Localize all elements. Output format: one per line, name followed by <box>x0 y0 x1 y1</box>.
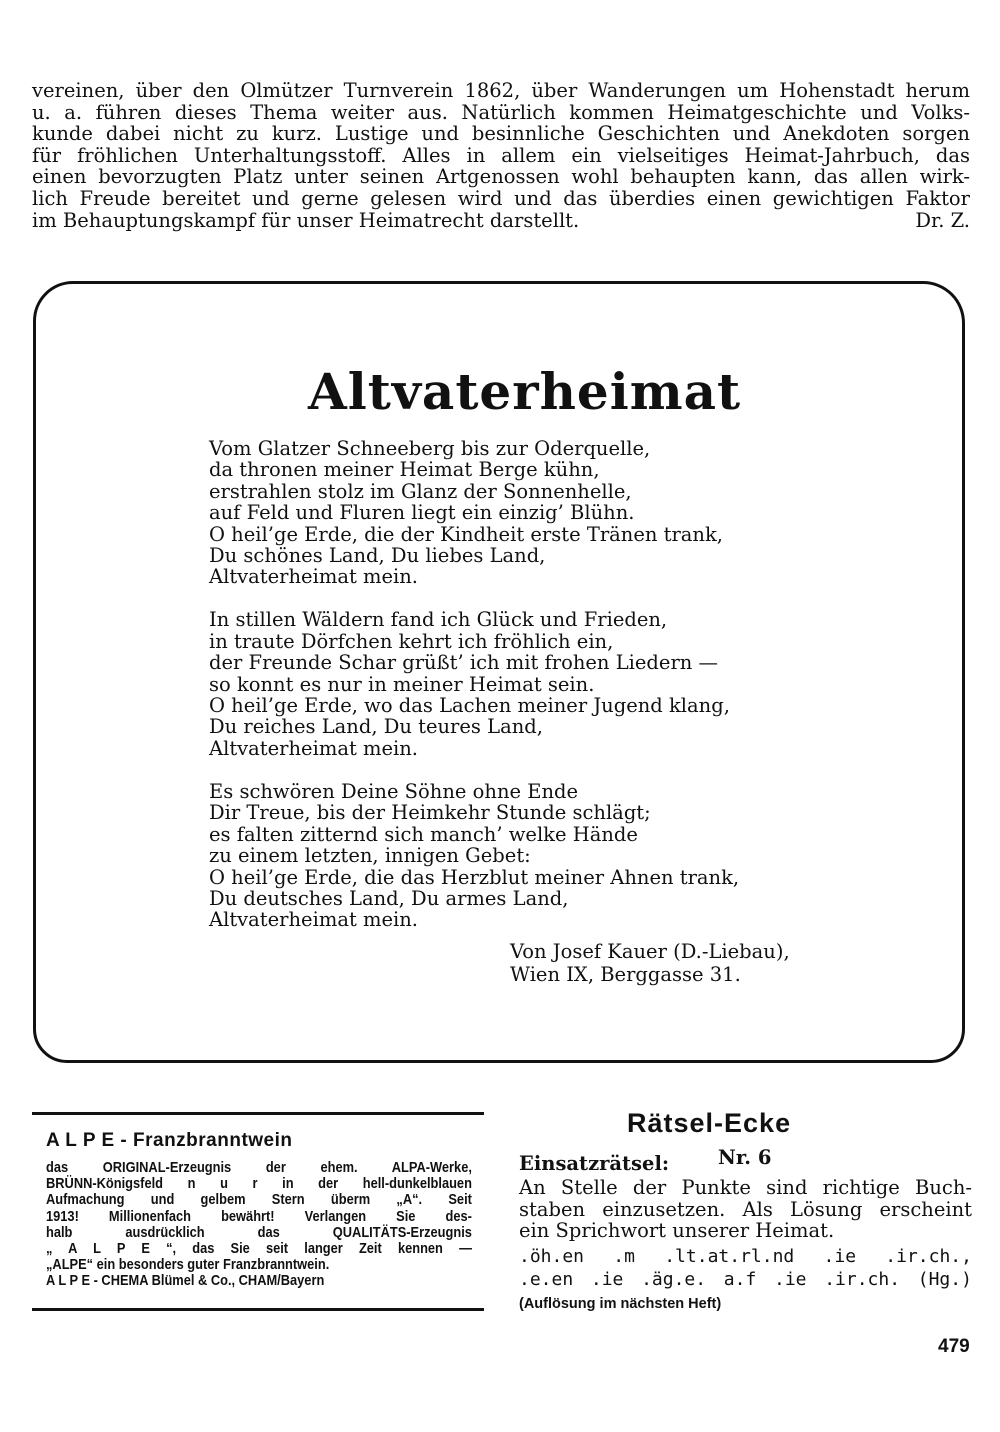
poem-verse: Altvaterheimat mein. <box>209 736 419 760</box>
puzzle-word: a.f <box>723 1269 757 1290</box>
poem-stanza <box>209 609 739 759</box>
puzzle-word: .ie <box>590 1269 624 1290</box>
puzzle-word: .e.en <box>519 1269 574 1290</box>
poem-verse: Es schwören Deine Söhne ohne Ende <box>209 779 579 803</box>
poem-verse: da thronen meiner Heimat Berge kühn, <box>209 458 600 482</box>
puzzle-line-1 <box>519 1245 972 1268</box>
puzzle-credit: (Hg.) <box>917 1269 972 1290</box>
ad-line: 1913! Millionenfach bewährt! Verlangen Sie des- <box>46 1208 472 1225</box>
intro-last-line <box>32 210 970 232</box>
puzzle-word: .ir.ch., <box>885 1246 972 1267</box>
poem-verse: in traute Dörfchen kehrt ich fröhlich ein, <box>209 629 614 653</box>
intro-line: lich Freude bereitet und gerne gelesen wird und das überdies einen gewichtigen Faktor <box>32 186 970 210</box>
poem-verse: In stillen Wäldern fand ich Glück und Frieden, <box>209 608 668 632</box>
intro-line: vereinen, über den Olmützer Turnverein 1862, über Wanderungen um Hohenstadt herum <box>32 79 970 102</box>
poem-verse: erstrahlen stolz im Glanz der Sonnenhelle, <box>209 479 632 503</box>
poem-signature <box>510 940 790 986</box>
poem-verse: O heil’ge Erde, die das Herzblut meiner Ahnen trank, <box>209 865 740 889</box>
intro-line: u. a. führen dieses Thema weiter aus. Natürlich kommen Heimatgeschichte und Volks- <box>32 100 970 124</box>
puzzle-word: .ie <box>823 1246 857 1267</box>
intro-line: kunde dabei nicht zu kurz. Lustige und besinnliche Geschichten und Anekdoten sorgen <box>32 122 970 146</box>
puzzle-word: .öh.en <box>519 1246 585 1267</box>
ad-bottom-rule <box>32 1308 484 1311</box>
poem-verse: Altvaterheimat mein. <box>209 565 419 589</box>
poem-title: Altvaterheimat <box>308 362 742 421</box>
signature-line: Von Josef Kauer (D.-Liebau), <box>510 940 790 963</box>
puzzle-word: .ie <box>774 1269 807 1290</box>
signature-line: Wien IX, Berggasse 31. <box>510 963 741 986</box>
riddle-heading: Rätsel-Ecke <box>627 1108 792 1138</box>
ad-line: A L P E - CHEMA Blümel & Co., CHAM/Bayern <box>46 1273 325 1290</box>
poem-verse: Du reiches Land, Du teures Land, <box>209 715 543 739</box>
riddle-number: Nr. 6 <box>718 1146 772 1169</box>
poem-stanza <box>209 781 739 931</box>
advertisement <box>46 1130 476 1290</box>
poem-verse: Du schönes Land, Du liebes Land, <box>209 544 546 568</box>
ad-body <box>46 1160 472 1290</box>
ad-line: BRÜNN-Königsfeld n u r in der hell-dunkelblauen <box>46 1176 472 1193</box>
riddle-instructions <box>519 1177 972 1242</box>
intro-line: im Behauptungskampf für unser Heimatrecht darstellt. <box>32 208 580 232</box>
intro-line: für fröhlichen Unterhaltungsstoff. Alles in allem ein vielseitiges Heimat-Jahrbuch, das <box>32 143 970 167</box>
intro-paragraph <box>32 80 970 231</box>
poem-body <box>209 438 739 952</box>
instruction-line: staben einzusetzen. Als Lösung erscheint <box>519 1197 972 1221</box>
poem-verse: Altvaterheimat mein. <box>209 908 419 932</box>
ad-line: „ALPE“ ein besonders guter Franzbranntwein. <box>46 1257 330 1274</box>
puzzle-word: .äg.e. <box>641 1269 707 1290</box>
ad-title: A L P E - Franzbranntwein <box>46 1130 293 1151</box>
instruction-line: ein Sprichwort unserer Heimat. <box>519 1219 835 1243</box>
page-number: 479 <box>938 1336 970 1357</box>
instruction-line: An Stelle der Punkte sind richtige Buch- <box>519 1176 972 1199</box>
ad-line: das ORIGINAL-Erzeugnis der ehem. ALPA-Werke, <box>46 1160 472 1176</box>
ad-line: Aufmachung und gelbem Stern überm „A“. Seit <box>46 1192 472 1209</box>
ad-line: „ A L P E “, das Sie seit langer Zeit kennen — <box>46 1241 472 1258</box>
poem-verse: Du deutsches Land, Du armes Land, <box>209 886 569 910</box>
poem-stanza <box>209 438 739 588</box>
poem-verse: O heil’ge Erde, wo das Lachen meiner Jugend klang, <box>209 694 730 718</box>
puzzle-word: .lt.at.rl.nd <box>664 1246 795 1267</box>
puzzle-lines <box>519 1245 972 1291</box>
poem-verse: Vom Glatzer Schneeberg bis zur Oderquelle, <box>209 437 651 460</box>
solution-note: (Auflösung im nächsten Heft) <box>519 1296 722 1312</box>
intro-line: einen bevorzugten Platz unter seinen Artgenossen wohl behaupten kann, das allen wirk- <box>32 165 970 189</box>
poem-verse: zu einem letzten, innigen Gebet: <box>209 844 531 868</box>
poem-verse: der Freunde Schar grüßt’ ich mit frohen Liedern — <box>209 651 719 675</box>
riddle-label: Einsatzrätsel: <box>519 1152 670 1175</box>
ad-top-rule <box>32 1112 484 1115</box>
puzzle-word: .ir.ch. <box>824 1269 901 1290</box>
poem-verse: Dir Treue, bis der Heimkehr Stunde schlägt; <box>209 801 651 825</box>
ad-line: halb ausdrücklich das QUALITÄTS-Erzeugnis <box>46 1224 472 1241</box>
poem-verse: so konnt es nur in meiner Heimat sein. <box>209 672 595 696</box>
poem-verse: O heil’ge Erde, die der Kindheit erste Tränen trank, <box>209 522 723 546</box>
review-author: Dr. Z. <box>915 208 970 232</box>
poem-verse: es falten zitternd sich manch’ welke Hände <box>209 822 638 846</box>
poem-verse: auf Feld und Fluren liegt ein einzig’ Blühn. <box>209 501 635 525</box>
puzzle-line-2 <box>519 1268 972 1291</box>
puzzle-word: .m <box>613 1246 635 1267</box>
